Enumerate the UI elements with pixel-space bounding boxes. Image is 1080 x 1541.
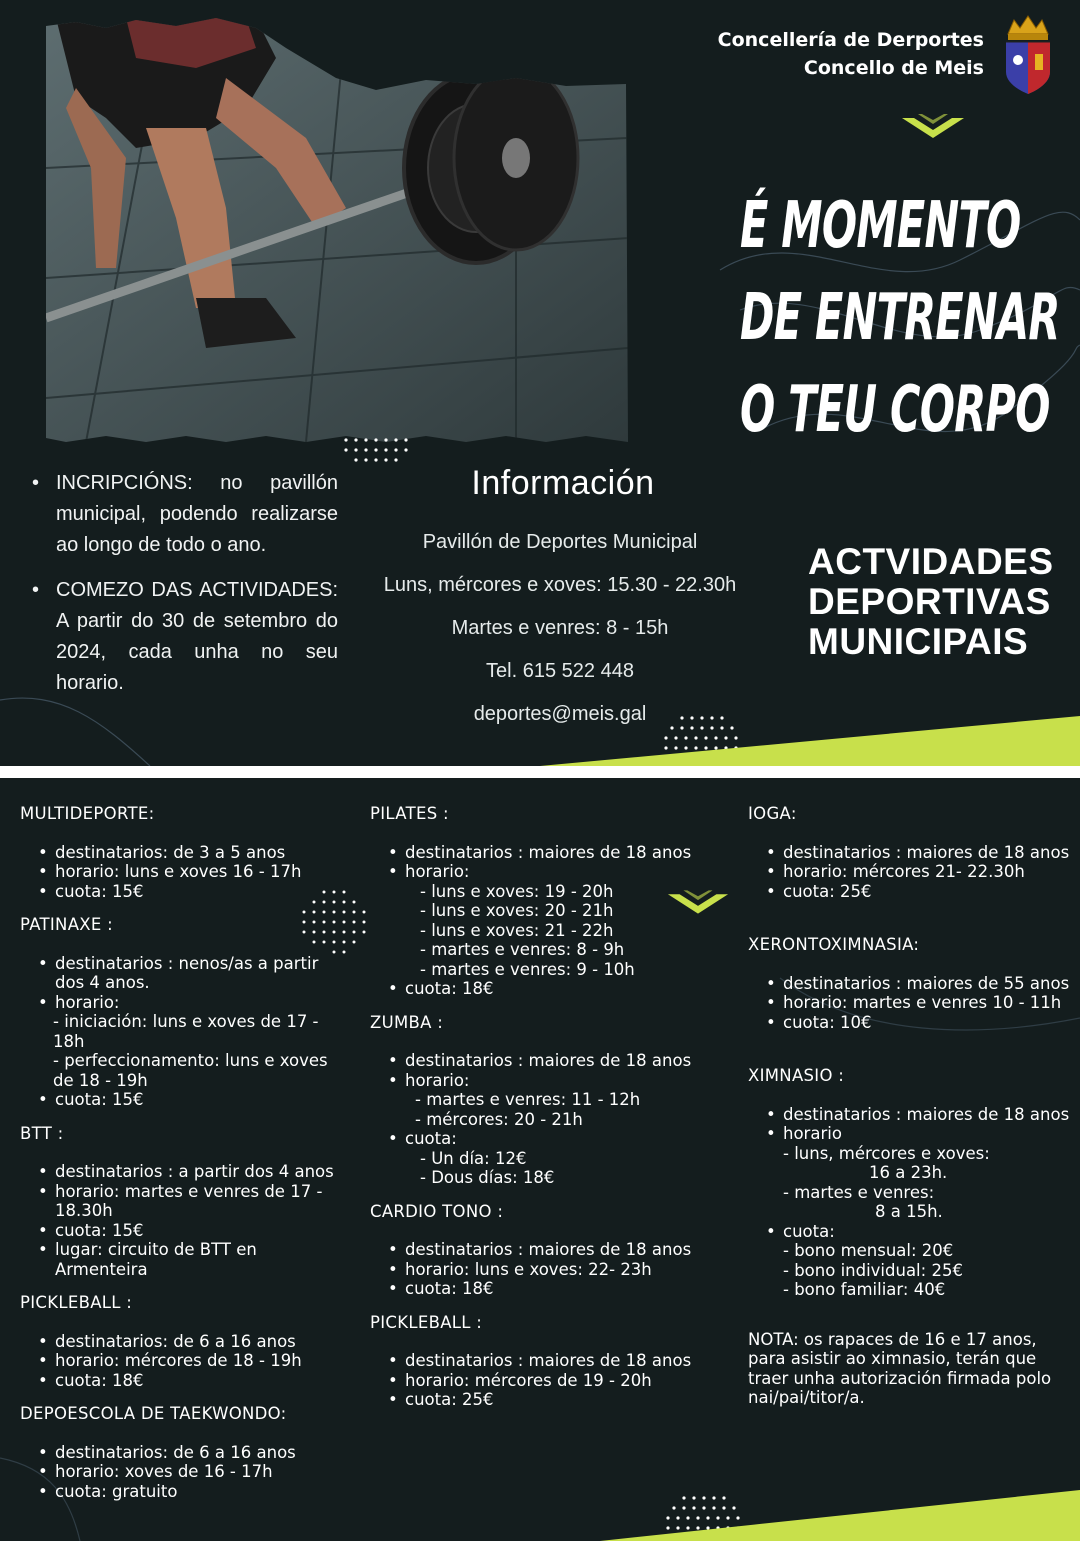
list-item: • horario:	[55, 993, 350, 1013]
list-item: • horario: luns e xoves: 22- 23h	[405, 1260, 700, 1280]
detail-list	[20, 1162, 350, 1279]
section-title: PICKLEBALL :	[370, 1312, 483, 1332]
list-item: • horario: mércores de 18 - 19h	[55, 1351, 350, 1371]
section-cardio-tono	[370, 1202, 700, 1299]
detail-list	[370, 843, 700, 999]
section-title: XIMNASIO :	[748, 1066, 845, 1085]
section-pickleball-adults	[370, 1313, 700, 1410]
list-item: • cuota: 15€	[55, 1090, 350, 1110]
schedule-line: - martes e venres:	[783, 1182, 935, 1202]
price-line: - bono individual: 25€	[783, 1260, 963, 1280]
section-ioga	[748, 804, 1078, 901]
section-title: ZUMBA :	[370, 1012, 444, 1032]
list-item: • horario: martes e venres 10 - 11h	[783, 993, 1078, 1013]
info-email: deportes@meis.gal	[473, 703, 647, 725]
info-schedule-2: Martes e venres: 8 - 15h	[451, 617, 669, 639]
section-patinaxe	[20, 915, 350, 1110]
schedule-line: 16 a 23h.	[869, 1163, 948, 1182]
section-btt	[20, 1124, 350, 1280]
list-item: • cuota:	[405, 1129, 700, 1149]
section-taekwondo	[20, 1404, 350, 1501]
info-title: Información	[471, 464, 655, 502]
section-title: PICKLEBALL :	[20, 1293, 133, 1312]
activities-column-2	[370, 800, 700, 1424]
list-item: • cuota: 18€	[405, 1279, 700, 1299]
activities-title-line-1: ACTVIDADES	[808, 541, 1054, 582]
section-title: XERONTOXIMNASIA:	[748, 935, 920, 954]
list-item: • destinatarios: de 3 a 5 anos	[55, 843, 350, 863]
list-item: • destinatarios: de 6 a 16 anos	[55, 1332, 350, 1352]
list-item: • destinatarios : maiores de 18 anos	[405, 1051, 700, 1071]
list-item: • cuota: 25€	[783, 882, 1078, 902]
info-block	[370, 464, 750, 746]
section-pickleball	[20, 1293, 350, 1390]
registration-list	[30, 468, 338, 713]
department-header	[718, 26, 984, 82]
accent-strip	[0, 716, 1080, 766]
activities-title	[808, 542, 1054, 662]
list-item: • destinatarios: de 6 a 16 anos	[55, 1443, 350, 1463]
list-item: • horario:	[405, 1071, 700, 1091]
list-item: • destinatarios : maiores de 18 anos	[783, 843, 1078, 863]
section-zumba	[370, 1013, 700, 1188]
list-item: • cuota:	[783, 1222, 1078, 1242]
slogan-line-2: DE ENTRENAR	[740, 281, 1060, 355]
detail-list	[748, 843, 1078, 902]
section-title: PATINAXE :	[20, 915, 114, 934]
activities-title-line-3: MUNICIPAIS	[808, 621, 1029, 662]
list-item: • horario: martes e venres de 17 - 18.30h	[55, 1182, 350, 1221]
detail-list	[20, 954, 350, 1110]
list-item: • horario:	[405, 862, 700, 882]
council-name: Concello de Meis	[803, 57, 984, 79]
detail-list	[20, 843, 350, 902]
activities-title-line-2: DEPORTIVAS	[808, 581, 1051, 622]
list-item: • cuota: 18€	[405, 979, 700, 999]
slogan-line-3: O TEU CORPO	[740, 373, 1050, 447]
activities-column-1	[20, 800, 350, 1515]
note-text: NOTA: os rapaces de 16 e 17 anos, para asistir ao ximnasio, terán que traer unha autorización firmada polo nai/pai/titor/a.	[748, 1329, 1052, 1407]
chevron-down-icon	[900, 112, 966, 142]
list-item: • horario: luns e xoves 16 - 17h	[55, 862, 350, 882]
department-name: Concellería de Derportes	[717, 29, 984, 51]
section-xerontoximnasia	[748, 935, 1078, 1032]
detail-list	[370, 1051, 700, 1188]
start-date-item: • COMEZO DAS ACTIVIDADES: A partir do 30 de setembro do 2024, cada unha no seu horario.	[30, 575, 338, 699]
list-item: • cuota: 25€	[405, 1390, 700, 1410]
section-ximnasio	[748, 1066, 1078, 1300]
registration-item: • INCRIPCIÓNS: no pavillón municipal, podendo realizarse ao longo de todo o ano.	[30, 468, 338, 561]
schedule-line: - martes e venres: 11 - 12h	[415, 1090, 641, 1109]
info-schedule-1: Luns, mércores e xoves: 15.30 - 22.30h	[383, 574, 737, 596]
coat-of-arms-icon	[1000, 14, 1056, 96]
schedule-line: - mércores: 20 - 21h	[415, 1109, 583, 1129]
section-title: PILATES :	[370, 804, 449, 823]
section-title: CARDIO TONO :	[370, 1201, 504, 1221]
list-item: • cuota: 15€	[55, 882, 350, 902]
list-item: • destinatarios : maiores de 18 anos	[405, 843, 700, 863]
price-line: - Un día: 12€	[420, 1148, 527, 1168]
list-item: • horario: mércores de 19 - 20h	[405, 1371, 700, 1391]
info-phone: Tel. 615 522 448	[486, 660, 634, 682]
section-title: BTT :	[20, 1123, 64, 1143]
detail-list	[370, 1240, 700, 1299]
schedule-line: - luns e xoves: 19 - 20h	[420, 881, 614, 901]
list-item: • horario	[783, 1124, 1078, 1144]
slogan	[740, 180, 1070, 456]
section-multideporte	[20, 804, 350, 901]
detail-list	[370, 1351, 700, 1410]
list-item: • cuota: 10€	[783, 1013, 1078, 1033]
schedule-line: - martes e venres: 9 - 10h	[420, 959, 635, 979]
section-title: MULTIDEPORTE:	[20, 804, 155, 823]
list-item: • cuota: 18€	[55, 1371, 350, 1391]
list-item: • destinatarios : a partir dos 4 anos	[55, 1162, 350, 1182]
activities-column-3	[748, 800, 1078, 1408]
list-item: • horario: xoves de 16 - 17h	[55, 1462, 350, 1482]
list-item: • lugar: circuito de BTT en Armenteira	[55, 1240, 350, 1279]
price-line: - Dous días: 18€	[420, 1168, 555, 1187]
price-line: - bono mensual: 20€	[783, 1241, 954, 1260]
section-title: DEPOESCOLA DE TAEKWONDO:	[20, 1404, 287, 1423]
detail-list	[20, 1443, 350, 1502]
schedule-line: - martes e venres: 8 - 9h	[420, 940, 625, 959]
section-pilates	[370, 804, 700, 999]
schedule-line: - iniciación: luns e xoves de 17 - 18h	[53, 1012, 319, 1051]
list-item: • destinatarios : maiores de 55 anos	[783, 974, 1078, 994]
schedule-line: - luns, mércores e xoves:	[783, 1143, 990, 1163]
info-place: Pavillón de Deportes Municipal	[422, 531, 698, 553]
list-item: • destinatarios : nenos/as a partir dos 4 anos.	[55, 954, 350, 993]
list-item: • destinatarios : maiores de 18 anos	[405, 1240, 700, 1260]
schedule-line: - luns e xoves: 20 - 21h	[420, 901, 614, 920]
hero-photo-deadlift	[46, 18, 628, 442]
top-panel	[0, 0, 1080, 766]
list-item: • horario: mércores 21- 22.30h	[783, 862, 1078, 882]
price-line: - bono familiar: 40€	[783, 1280, 946, 1299]
list-item: • destinatarios : maiores de 18 anos	[405, 1351, 700, 1371]
detail-list	[748, 974, 1078, 1033]
detail-list	[20, 1332, 350, 1391]
schedule-line: - perfeccionamento: luns e xoves de 18 - 19h	[53, 1051, 328, 1090]
dot-grid-decoration	[340, 436, 420, 468]
slogan-line-1: É MOMENTO	[740, 189, 1021, 263]
list-item: • cuota: 15€	[55, 1221, 350, 1241]
list-item: • cuota: gratuito	[55, 1482, 350, 1502]
section-title: IOGA:	[748, 804, 797, 823]
list-item: • destinatarios : maiores de 18 anos	[783, 1105, 1078, 1125]
detail-list	[748, 1105, 1078, 1300]
schedule-line: 8 a 15h.	[875, 1202, 943, 1221]
schedule-line: - luns e xoves: 21 - 22h	[420, 920, 614, 940]
